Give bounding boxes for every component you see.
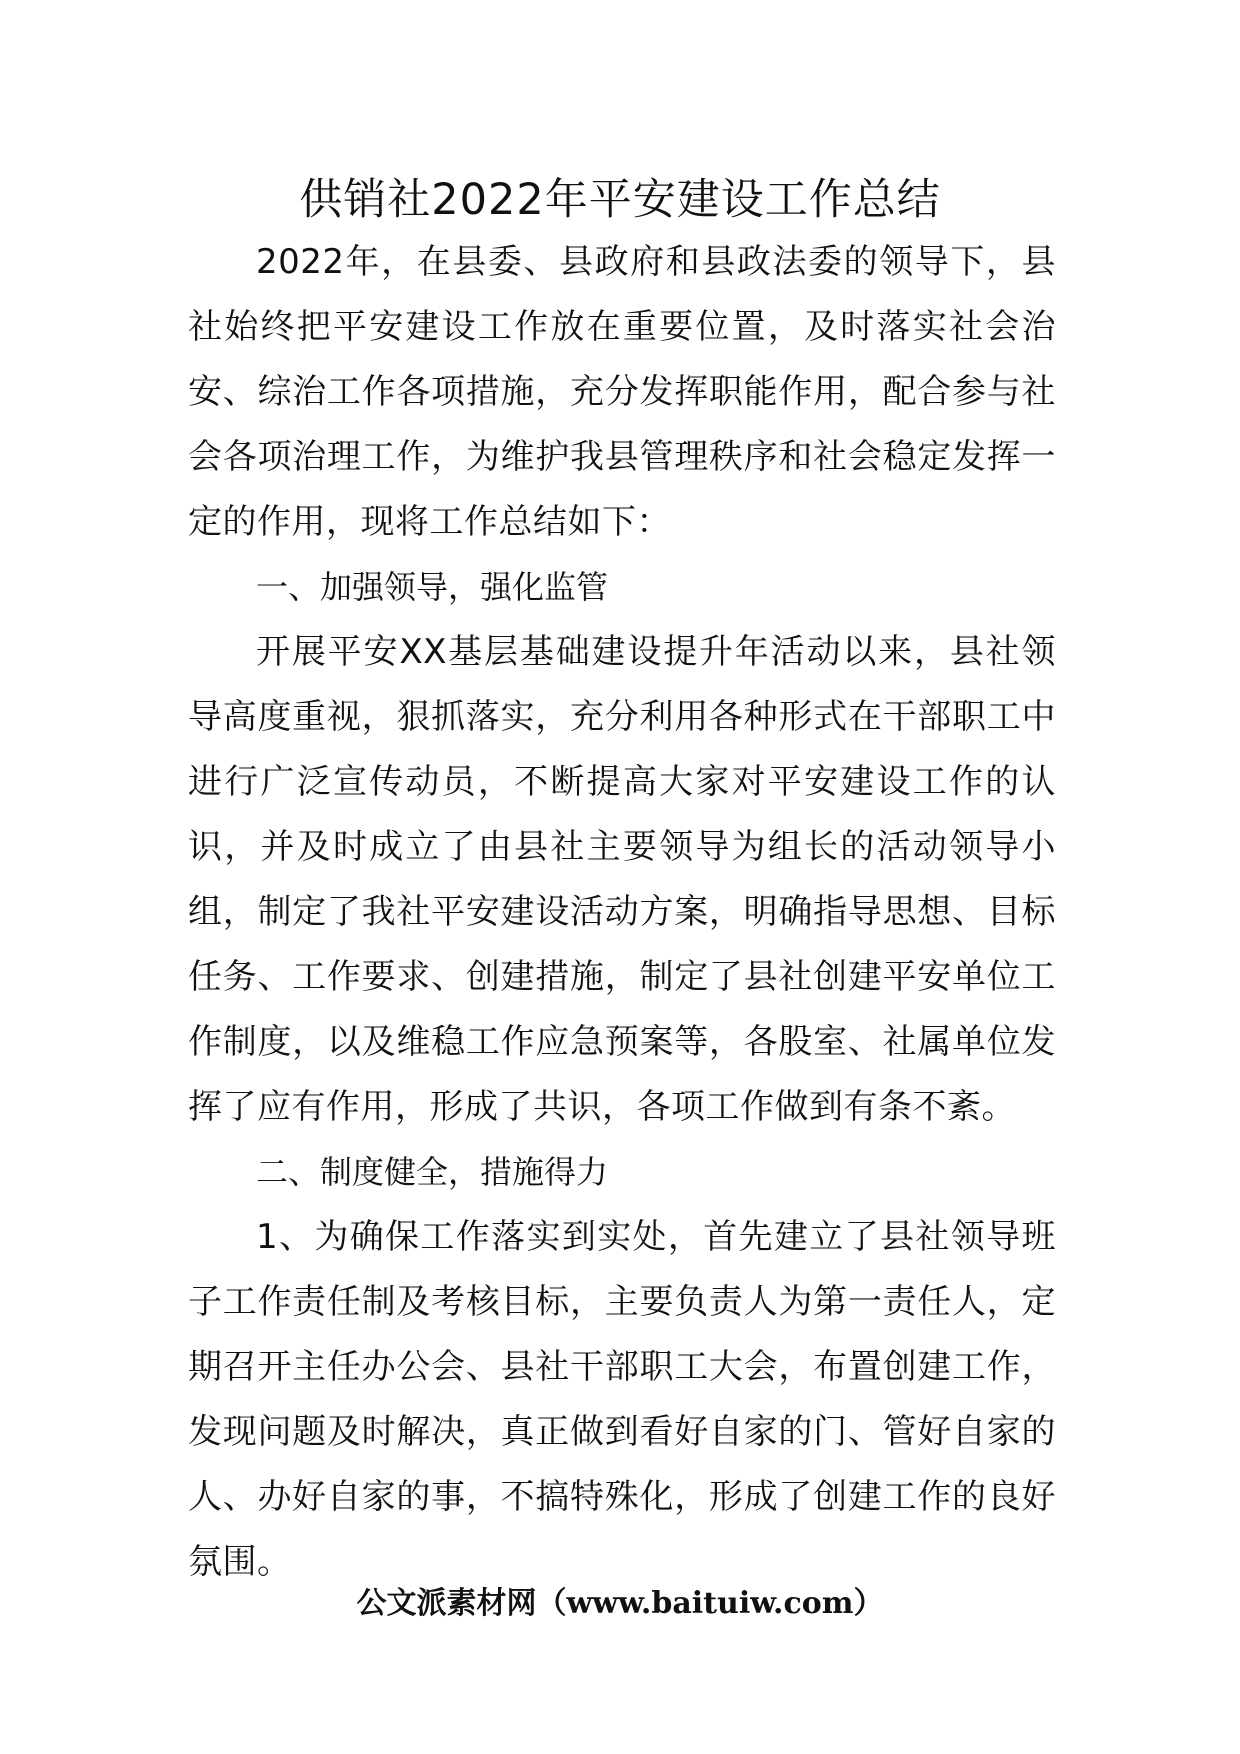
intro-paragraph: 2022年，在县委、县政府和县政法委的领导下，县社始终把平安建设工作放在重要位置，及时落实社会治安、综治工作各项措施，充分发挥职能作用，配合参与社会各项治理工作，为维护我县管理秩序和社会稳定发挥一定的作用，现将工作总结如下： [188, 242, 1056, 542]
section-2-heading: 二、制度健全，措施得力 [256, 1153, 609, 1191]
document-title: 供销社2022年平安建设工作总结 [299, 175, 941, 225]
section-2-paragraph-1: 1、为确保工作落实到实处，首先建立了县社领导班子工作责任制及考核目标，主要负责人为第一责任人，定期召开主任办公会、县社干部职工大会，布置创建工作，发现问题及时解决，真正做到看好自家的门、管好自家的人、办好自家的事，不搞特殊化，形成了创建工作的良好氛围。 [188, 1217, 1056, 1582]
document-body [188, 230, 1056, 1595]
footer-watermark: 公文派素材网（www.baituiw.com） [356, 1586, 884, 1621]
section-1-heading: 一、加强领导，强化监管 [256, 568, 609, 606]
section-1-paragraph: 开展平安XX基层基础建设提升年活动以来，县社领导高度重视，狠抓落实，充分利用各种形式在干部职工中进行广泛宣传动员，不断提高大家对平安建设工作的认识，并及时成立了由县社主要领导为组长的活动领导小组，制定了我社平安建设活动方案，明确指导思想、目标任务、工作要求、创建措施，制定了县社创建平安单位工作制度，以及维稳工作应急预案等，各股室、社属单位发挥了应有作用，形成了共识，各项工作做到有条不紊。 [188, 632, 1056, 1127]
